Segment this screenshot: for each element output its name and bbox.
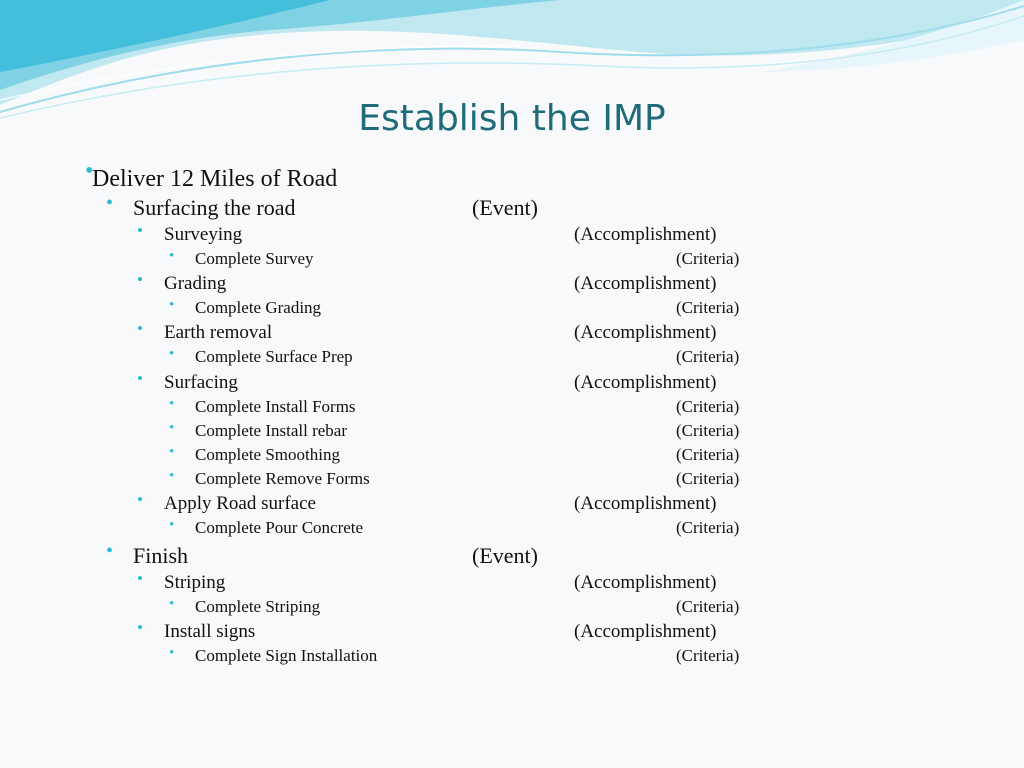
bullet-dot-icon: •	[169, 297, 175, 313]
bullet-text: Apply Road surface	[164, 493, 316, 514]
bullet-text: Complete Surface Prep	[195, 347, 353, 366]
bullet-type-tag: (Criteria)	[676, 445, 740, 464]
bullet-dot-icon: •	[169, 468, 175, 484]
bullet-dot-icon: •	[85, 158, 94, 184]
bullet-dot-icon: •	[169, 444, 175, 460]
bullet-dot-icon: •	[137, 319, 143, 338]
bullet-dot-icon: •	[106, 192, 114, 214]
bullet-text: Complete Survey	[195, 249, 314, 268]
bullet-text: Install signs	[164, 621, 256, 642]
bullet-dot-icon: •	[106, 540, 114, 562]
bullet-type-tag: (Accomplishment)	[574, 224, 717, 245]
bullet-type-tag: (Accomplishment)	[574, 273, 717, 294]
bullet-text: Complete Grading	[195, 298, 322, 317]
bullet-text: Surfacing	[164, 372, 238, 393]
bullet-text: Striping	[164, 572, 226, 593]
bullet-text: Surfacing the road	[133, 195, 296, 220]
bullet-text: Earth removal	[164, 322, 273, 343]
bullet-text: Complete Install rebar	[195, 421, 348, 440]
bullet-type-tag: (Criteria)	[676, 646, 740, 665]
bullet-type-tag: (Criteria)	[676, 421, 740, 440]
bullet-dot-icon: •	[169, 517, 175, 533]
bullet-dot-icon: •	[169, 645, 175, 661]
bullet-dot-icon: •	[169, 396, 175, 412]
bullet-type-tag: (Event)	[472, 195, 538, 220]
bullet-dot-icon: •	[137, 618, 143, 637]
bullet-type-tag: (Accomplishment)	[574, 493, 717, 514]
bullet-type-tag: (Criteria)	[676, 469, 740, 488]
bullet-text: Complete Smoothing	[195, 445, 340, 464]
bullet-type-tag: (Criteria)	[676, 397, 740, 416]
bullet-text: Complete Pour Concrete	[195, 518, 364, 537]
bullet-type-tag: (Accomplishment)	[574, 621, 717, 642]
bullet-text: Finish	[133, 543, 189, 568]
bullet-dot-icon: •	[169, 596, 175, 612]
bullet-type-tag: (Criteria)	[676, 347, 740, 366]
bullet-type-tag: (Criteria)	[676, 298, 740, 317]
bullet-type-tag: (Criteria)	[676, 597, 740, 616]
bullet-text: Complete Remove Forms	[195, 469, 370, 488]
bullet-dot-icon: •	[137, 490, 143, 509]
bullet-type-tag: (Criteria)	[676, 249, 740, 268]
bullet-dot-icon: •	[137, 369, 143, 388]
bullet-text: Complete Sign Installation	[195, 646, 378, 665]
bullet-text: Complete Striping	[195, 597, 321, 616]
bullet-text: Grading	[164, 273, 227, 294]
bullet-type-tag: (Event)	[472, 543, 538, 568]
slide-title: Establish the IMP	[358, 98, 666, 139]
bullet-dot-icon: •	[169, 346, 175, 362]
bullet-type-tag: (Accomplishment)	[574, 322, 717, 343]
bullet-type-tag: (Accomplishment)	[574, 372, 717, 393]
bullet-text: Deliver 12 Miles of Road	[92, 166, 338, 192]
bullet-dot-icon: •	[137, 270, 143, 289]
bullet-text: Complete Install Forms	[195, 397, 356, 416]
bullet-dot-icon: •	[169, 248, 175, 264]
bullet-text: Surveying	[164, 224, 243, 245]
bullet-dot-icon: •	[137, 221, 143, 240]
bullet-dot-icon: •	[137, 569, 143, 588]
bullet-type-tag: (Accomplishment)	[574, 572, 717, 593]
bullet-type-tag: (Criteria)	[676, 518, 740, 537]
bullet-dot-icon: •	[169, 420, 175, 436]
